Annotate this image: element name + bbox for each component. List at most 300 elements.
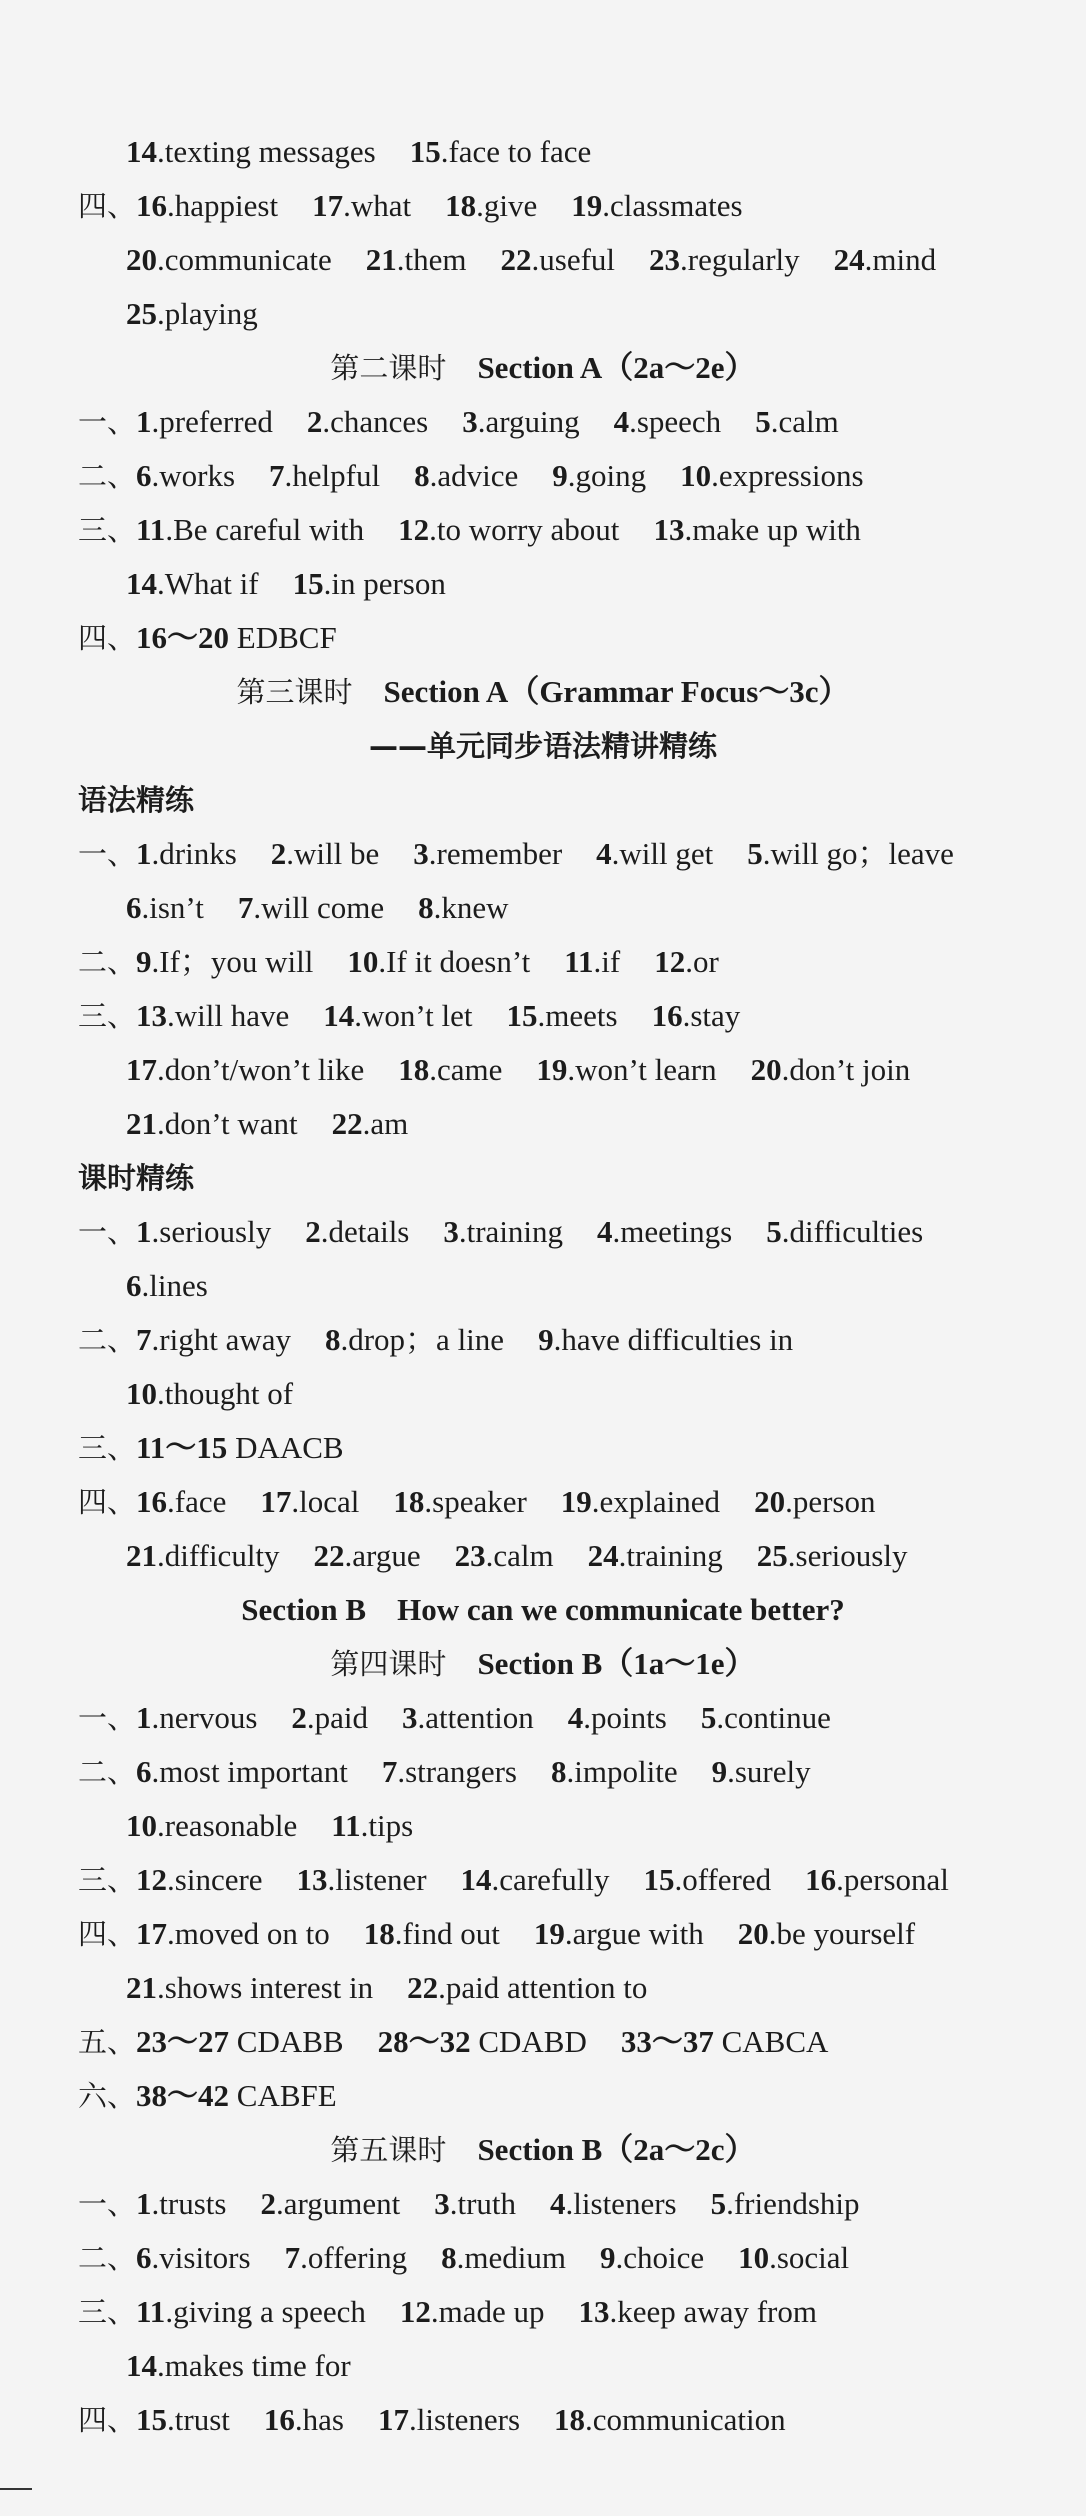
answer-item xyxy=(136,1422,344,1474)
answer-item xyxy=(441,2232,566,2284)
answer-item xyxy=(136,1854,263,1906)
question-number: 1 xyxy=(136,404,152,439)
lesson-3-en: Section A（Grammar Focus～3c） xyxy=(383,674,850,709)
answer-item xyxy=(434,2178,516,2230)
answer-text: .regularly xyxy=(680,242,800,277)
answer-line xyxy=(78,2016,862,2068)
answer-line xyxy=(126,288,292,340)
answer-line xyxy=(126,1962,681,2014)
question-number: 13 xyxy=(578,2294,610,2329)
answer-line xyxy=(126,1800,447,1852)
answer-text: .speaker xyxy=(424,1484,527,1519)
answer-item xyxy=(402,1692,534,1744)
answer-text: .details xyxy=(320,1214,410,1249)
question-number: 9 xyxy=(538,1322,554,1357)
answer-text: .expressions xyxy=(711,458,864,493)
answer-line xyxy=(78,1476,909,1528)
answer-text: .classmates xyxy=(602,188,743,223)
question-number: 2 xyxy=(291,1700,307,1735)
answer-text: .don’t want xyxy=(157,1106,298,1141)
answer-line xyxy=(78,1692,865,1744)
answer-text: .give xyxy=(476,188,538,223)
answer-line xyxy=(126,1368,327,1420)
answer-text: .listener xyxy=(327,1862,427,1897)
answer-item xyxy=(393,1476,526,1528)
question-number: 3 xyxy=(462,404,478,439)
question-number: 22 xyxy=(331,1106,363,1141)
class-practice-label: 课时精练 xyxy=(78,1161,195,1195)
answer-item xyxy=(654,936,719,988)
answer-item xyxy=(507,990,618,1042)
question-number: 13 xyxy=(296,1862,328,1897)
answer-text: .lines xyxy=(141,1268,208,1303)
answer-text: .find out xyxy=(394,1916,500,1951)
question-number: 16～20 xyxy=(136,620,230,655)
section-marker: 四、 xyxy=(78,2403,137,2437)
lesson-3-cn: 第三课时 xyxy=(236,675,353,709)
answer-text: .or xyxy=(685,944,719,979)
answer-text: .have difficulties in xyxy=(553,1322,794,1357)
answer-text: .surely xyxy=(727,1754,811,1789)
lesson-3-subtitle: ——单元同步语法精讲精练 xyxy=(368,729,717,763)
answer-text: .continue xyxy=(716,1700,831,1735)
question-number: 18 xyxy=(363,1916,395,1951)
answer-line xyxy=(126,126,625,178)
answer-text: .training xyxy=(618,1538,723,1573)
question-number: 17 xyxy=(377,2402,409,2437)
answer-text: .helpful xyxy=(284,458,381,493)
answer-item xyxy=(680,450,863,502)
answer-line xyxy=(78,936,753,988)
answer-item xyxy=(738,2232,849,2284)
answer-text: .face xyxy=(167,1484,227,1519)
answer-item xyxy=(126,882,204,934)
answer-item xyxy=(597,1206,732,1258)
answer-line xyxy=(78,1746,845,1798)
question-number: 17 xyxy=(136,1916,168,1951)
question-number: 7 xyxy=(381,1754,398,1789)
answer-text: .arguing xyxy=(477,404,580,439)
answer-text: .listeners xyxy=(565,2186,677,2221)
question-number: 6 xyxy=(126,890,142,925)
answer-text: .keep away from xyxy=(609,2294,817,2329)
section-marker: 二、 xyxy=(78,945,137,979)
question-number: 14 xyxy=(126,2348,157,2383)
question-number: 5 xyxy=(700,1700,717,1735)
answer-text: .in person xyxy=(323,566,446,601)
question-number: 9 xyxy=(711,1754,728,1789)
question-number: 12 xyxy=(136,1862,168,1897)
page-edge-mark xyxy=(0,2488,32,2490)
answer-line xyxy=(78,180,777,232)
question-number: 7 xyxy=(284,2240,301,2275)
question-number: 20 xyxy=(754,1484,786,1519)
answer-item xyxy=(126,126,376,178)
question-number: 14 xyxy=(323,998,355,1033)
question-number: 6 xyxy=(136,458,152,493)
answer-item xyxy=(126,2340,351,2392)
answer-text: .texting messages xyxy=(157,134,376,169)
answer-item xyxy=(455,1530,554,1582)
question-number: 4 xyxy=(596,836,612,871)
question-number: 11～15 xyxy=(136,1430,228,1465)
answer-text: .carefully xyxy=(491,1862,610,1897)
answer-item xyxy=(536,1044,716,1096)
question-number: 16 xyxy=(263,2402,295,2437)
answer-item xyxy=(126,1800,297,1852)
question-number: 21 xyxy=(126,1538,157,1573)
answer-text: EDBCF xyxy=(229,620,337,655)
answer-item xyxy=(398,504,619,556)
question-number: 20 xyxy=(126,242,157,277)
answer-item xyxy=(552,450,646,502)
question-number: 23～27 xyxy=(136,2024,230,2059)
answer-item xyxy=(307,396,428,448)
answer-text: .playing xyxy=(157,296,258,331)
answer-item xyxy=(418,882,508,934)
answer-item xyxy=(325,1314,504,1366)
answer-text: .person xyxy=(785,1484,876,1519)
answer-item xyxy=(293,558,446,610)
answer-item xyxy=(551,1746,678,1798)
question-number: 3 xyxy=(413,836,429,871)
question-number: 1 xyxy=(136,2186,152,2221)
question-number: 10 xyxy=(126,1376,157,1411)
answer-item xyxy=(653,504,861,556)
answer-text: .make up with xyxy=(684,512,861,547)
answer-text: .moved on to xyxy=(167,1916,330,1951)
question-number: 1 xyxy=(136,1700,152,1735)
answer-item xyxy=(126,1098,298,1150)
question-number: 21 xyxy=(365,242,397,277)
answer-item xyxy=(596,828,713,880)
answer-text: .calm xyxy=(485,1538,554,1573)
answer-text: .offering xyxy=(300,2240,408,2275)
answer-text: .isn’t xyxy=(141,890,204,925)
answer-item xyxy=(126,1368,293,1420)
question-number: 5 xyxy=(747,836,763,871)
answer-text: .visitors xyxy=(151,2240,251,2275)
answer-item xyxy=(413,828,562,880)
answer-item xyxy=(285,2232,408,2284)
answer-line xyxy=(78,612,371,664)
question-number: 19 xyxy=(560,1484,592,1519)
answer-item xyxy=(347,936,530,988)
answer-item xyxy=(568,1692,667,1744)
answer-line xyxy=(78,2070,371,2122)
answer-item xyxy=(755,396,839,448)
answer-text: .giving a speech xyxy=(165,2294,366,2329)
answer-item xyxy=(136,396,273,448)
answer-line xyxy=(78,1314,827,1366)
answer-text: .makes time for xyxy=(157,2348,351,2383)
answer-text: .seriously xyxy=(151,1214,272,1249)
answer-text: .difficulties xyxy=(781,1214,924,1249)
question-number: 16 xyxy=(136,188,168,223)
section-marker: 二、 xyxy=(78,2241,137,2275)
question-number: 12 xyxy=(398,512,430,547)
answer-item xyxy=(701,1692,831,1744)
answer-text: .came xyxy=(429,1052,503,1087)
question-number: 19 xyxy=(533,1916,565,1951)
question-number: 15 xyxy=(292,566,324,601)
answer-text: .to worry about xyxy=(429,512,620,547)
question-number: 24 xyxy=(587,1538,619,1573)
section-marker: 三、 xyxy=(78,2295,137,2329)
section-marker: 四、 xyxy=(78,189,137,223)
section-marker: 二、 xyxy=(78,459,137,493)
answer-item xyxy=(260,1476,359,1528)
answer-item xyxy=(136,990,289,1042)
answer-text: .will get xyxy=(611,836,714,871)
lesson-5-en: Section B（2a～2c） xyxy=(477,2132,756,2167)
answer-item xyxy=(126,288,258,340)
section-marker: 三、 xyxy=(78,1431,137,1465)
answer-text: .don’t join xyxy=(781,1052,911,1087)
answer-text: .works xyxy=(151,458,236,493)
answer-item xyxy=(269,450,380,502)
question-number: 1 xyxy=(136,1214,152,1249)
answer-item xyxy=(332,1098,409,1150)
answer-text: .explained xyxy=(591,1484,721,1519)
answer-item xyxy=(260,2178,400,2230)
answer-text: .If it doesn’t xyxy=(378,944,531,979)
answer-text: .nervous xyxy=(151,1700,258,1735)
question-number: 7 xyxy=(269,458,285,493)
question-number: 8 xyxy=(551,1754,567,1789)
answer-item xyxy=(445,180,537,232)
answer-item xyxy=(414,450,518,502)
question-number: 18 xyxy=(445,188,477,223)
question-number: 33～37 xyxy=(620,2024,714,2059)
lesson-5-heading xyxy=(0,2124,1086,2176)
answer-text: .drop；a line xyxy=(340,1322,505,1357)
question-number: 24 xyxy=(833,242,865,277)
answer-text: CABCA xyxy=(713,2024,829,2059)
question-number: 12 xyxy=(399,2294,431,2329)
section-marker: 一、 xyxy=(78,1215,137,1249)
question-number: 25 xyxy=(756,1538,788,1573)
answer-item xyxy=(126,558,259,610)
question-number: 2 xyxy=(260,2186,276,2221)
question-number: 8 xyxy=(441,2240,457,2275)
question-number: 12 xyxy=(654,944,686,979)
answer-item xyxy=(136,936,313,988)
answer-item xyxy=(711,2178,860,2230)
question-number: 4 xyxy=(550,2186,566,2221)
lesson-4-en: Section B（1a～1e） xyxy=(477,1646,756,1681)
question-number: 22 xyxy=(500,242,532,277)
answer-text: .if xyxy=(593,944,621,979)
answer-text: .difficulty xyxy=(157,1538,280,1573)
answer-text: .shows interest in xyxy=(157,1970,374,2005)
question-number: 8 xyxy=(414,458,430,493)
answer-text: .has xyxy=(294,2402,344,2437)
question-number: 21 xyxy=(126,1970,157,2005)
question-number: 14 xyxy=(126,134,157,169)
question-number: 10 xyxy=(738,2240,770,2275)
question-number: 20 xyxy=(750,1052,782,1087)
answer-item xyxy=(805,1854,949,1906)
section-marker: 六、 xyxy=(78,2079,137,2113)
answer-item xyxy=(550,2178,677,2230)
answer-item xyxy=(136,2232,251,2284)
answer-text: CDABB xyxy=(229,2024,344,2059)
answer-text: .calm xyxy=(770,404,839,439)
question-number: 3 xyxy=(443,1214,459,1249)
answer-text: .won’t let xyxy=(354,998,473,1033)
answer-item xyxy=(751,1044,911,1096)
section-marker: 四、 xyxy=(78,1917,137,1951)
answer-text: .will come xyxy=(253,890,385,925)
lesson-5-cn: 第五课时 xyxy=(330,2133,447,2167)
grammar-practice-label: 语法精练 xyxy=(78,783,195,817)
section-marker: 一、 xyxy=(78,405,137,439)
section-marker: 三、 xyxy=(78,999,137,1033)
answer-text: .them xyxy=(396,242,467,277)
section-marker: 三、 xyxy=(78,513,137,547)
answer-item xyxy=(400,2286,545,2338)
answer-text: .will have xyxy=(167,998,290,1033)
question-number: 21 xyxy=(126,1106,157,1141)
question-number: 11 xyxy=(136,512,166,547)
answer-line xyxy=(78,2178,894,2230)
answer-text: .argue xyxy=(344,1538,421,1573)
answer-line xyxy=(78,450,898,502)
answer-line xyxy=(126,882,543,934)
answer-text: .preferred xyxy=(151,404,273,439)
answer-item xyxy=(136,2394,230,2446)
question-number: 15 xyxy=(136,2402,168,2437)
answer-text: .drinks xyxy=(151,836,237,871)
question-number: 13 xyxy=(136,998,168,1033)
question-number: 3 xyxy=(434,2186,450,2221)
answer-item xyxy=(366,234,467,286)
answer-text: .argue with xyxy=(564,1916,704,1951)
question-number: 11 xyxy=(331,1808,361,1843)
question-number: 10 xyxy=(126,1808,157,1843)
answer-item xyxy=(738,1908,915,1960)
answer-text: .will go；leave xyxy=(762,836,954,871)
answer-item xyxy=(136,612,337,664)
question-number: 5 xyxy=(766,1214,782,1249)
question-number: 22 xyxy=(313,1538,345,1573)
answer-line xyxy=(78,504,895,556)
answer-item xyxy=(331,1800,413,1852)
question-number: 28～32 xyxy=(377,2024,471,2059)
answer-line xyxy=(126,558,480,610)
question-number: 4 xyxy=(597,1214,613,1249)
answer-text: .most important xyxy=(151,1754,348,1789)
answer-item xyxy=(754,1476,875,1528)
question-number: 19 xyxy=(536,1052,568,1087)
question-number: 4 xyxy=(613,404,630,439)
answer-item xyxy=(136,1692,257,1744)
question-number: 20 xyxy=(737,1916,769,1951)
answer-text: .happiest xyxy=(167,188,279,223)
answer-item xyxy=(126,234,332,286)
question-number: 14 xyxy=(460,1862,492,1897)
question-number: 2 xyxy=(306,404,323,439)
answer-line xyxy=(78,1206,957,1258)
answer-item xyxy=(534,1908,704,1960)
answer-item xyxy=(136,2070,337,2122)
question-number: 4 xyxy=(567,1700,584,1735)
answer-line xyxy=(126,2340,385,2392)
section-marker: 四、 xyxy=(78,1485,137,1519)
section-marker: 一、 xyxy=(78,1701,137,1735)
answer-item xyxy=(564,936,620,988)
answer-text: .going xyxy=(567,458,647,493)
question-number: 6 xyxy=(136,2240,152,2275)
answer-item xyxy=(538,1314,793,1366)
question-number: 16 xyxy=(651,998,683,1033)
answer-line xyxy=(78,2286,851,2338)
question-number: 6 xyxy=(126,1268,142,1303)
answer-text: .thought of xyxy=(157,1376,294,1411)
lesson-2-cn: 第二课时 xyxy=(330,351,447,385)
answer-text: .sincere xyxy=(167,1862,263,1897)
question-number: 16 xyxy=(136,1484,168,1519)
answer-text: .am xyxy=(362,1106,409,1141)
answer-item xyxy=(136,1314,291,1366)
lesson-4-heading xyxy=(0,1638,1086,1690)
answer-item xyxy=(588,1530,723,1582)
answer-item xyxy=(136,1476,226,1528)
answer-line xyxy=(78,1908,949,1960)
answer-item xyxy=(712,1746,811,1798)
answer-text: .argument xyxy=(275,2186,401,2221)
answer-text: .tips xyxy=(360,1808,414,1843)
answer-text: .communicate xyxy=(157,242,332,277)
answer-text: .meets xyxy=(537,998,618,1033)
question-number: 8 xyxy=(418,890,434,925)
question-number: 5 xyxy=(710,2186,727,2221)
answer-text: .communication xyxy=(585,2402,786,2437)
question-number: 23 xyxy=(649,242,681,277)
question-number: 16 xyxy=(805,1862,837,1897)
question-number: 6 xyxy=(136,1754,152,1789)
answer-text: .mind xyxy=(864,242,937,277)
answer-text: .meetings xyxy=(612,1214,733,1249)
answer-text: .face to face xyxy=(440,134,592,169)
answer-text: .knew xyxy=(433,890,509,925)
answer-item xyxy=(443,1206,563,1258)
answer-item xyxy=(462,396,579,448)
answer-item xyxy=(136,1206,271,1258)
answer-item xyxy=(554,2394,786,2446)
answer-item xyxy=(238,882,384,934)
question-number: 1 xyxy=(136,836,152,871)
answer-text: .right away xyxy=(151,1322,291,1357)
answer-item xyxy=(747,828,954,880)
answer-item xyxy=(501,234,616,286)
question-number: 7 xyxy=(136,1322,152,1357)
answer-text: .offered xyxy=(674,1862,772,1897)
answer-item xyxy=(305,1206,409,1258)
answer-line xyxy=(126,1044,944,1096)
answer-item xyxy=(264,2394,344,2446)
answer-text: .friendship xyxy=(726,2186,860,2221)
answer-text: .strangers xyxy=(397,1754,517,1789)
question-number: 5 xyxy=(755,404,771,439)
question-number: 10 xyxy=(347,944,379,979)
answer-item xyxy=(323,990,472,1042)
answer-text: .local xyxy=(291,1484,360,1519)
answer-text: .what xyxy=(343,188,412,223)
answer-text: .seriously xyxy=(787,1538,908,1573)
answer-item xyxy=(364,1908,500,1960)
